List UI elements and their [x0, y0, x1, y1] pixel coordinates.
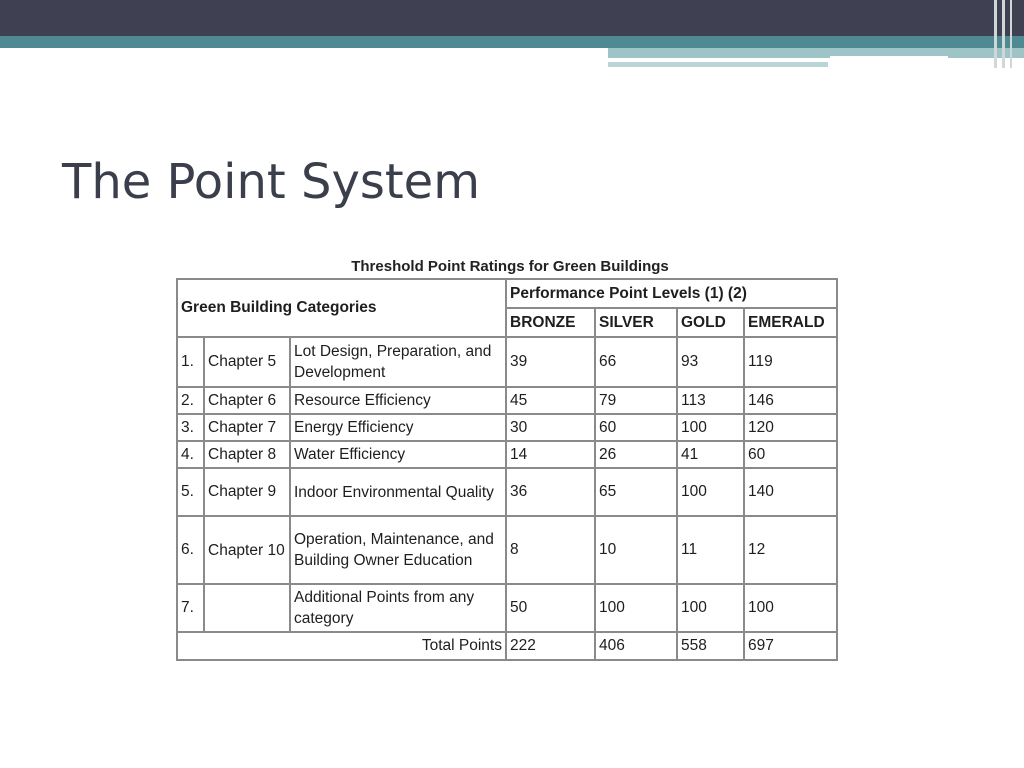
- row-category-name: Indoor Environmental Quality: [290, 468, 506, 516]
- row-bronze-value: 36: [506, 468, 595, 516]
- slide-title: The Point System: [62, 154, 480, 210]
- header-band-light-thin: [608, 62, 828, 67]
- row-emerald-value: 60: [744, 441, 837, 468]
- row-emerald-value: 146: [744, 387, 837, 414]
- row-category-name: Water Efficiency: [290, 441, 506, 468]
- header-accent-line: [830, 56, 948, 58]
- row-silver-value: 79: [595, 387, 677, 414]
- table-caption: Threshold Point Ratings for Green Buildings: [351, 258, 669, 275]
- row-chapter: Chapter 7: [204, 414, 290, 441]
- category-header: Green Building Categories: [177, 279, 506, 337]
- row-emerald-value: 119: [744, 337, 837, 387]
- row-number: 3.: [177, 414, 204, 441]
- row-category-name: Resource Efficiency: [290, 387, 506, 414]
- row-bronze-value: 39: [506, 337, 595, 387]
- row-bronze-value: 14: [506, 441, 595, 468]
- table-row: [177, 441, 837, 468]
- row-number: 4.: [177, 441, 204, 468]
- row-chapter: Chapter 10: [204, 516, 290, 584]
- point-ratings-table-container: [176, 256, 838, 661]
- table-row: [177, 516, 837, 584]
- total-row: [177, 632, 837, 660]
- total-gold-value: 558: [677, 632, 744, 660]
- row-bronze-value: 50: [506, 584, 595, 632]
- header-vertical-line: [1002, 0, 1005, 68]
- level-header-gold: GOLD: [677, 308, 744, 337]
- total-emerald-value: 697: [744, 632, 837, 660]
- header-vertical-line: [994, 0, 997, 68]
- row-gold-value: 113: [677, 387, 744, 414]
- row-bronze-value: 30: [506, 414, 595, 441]
- row-category-name: Energy Efficiency: [290, 414, 506, 441]
- row-number: 2.: [177, 387, 204, 414]
- row-number: 7.: [177, 584, 204, 632]
- table-row: [177, 414, 837, 441]
- table-row: [177, 387, 837, 414]
- row-emerald-value: 100: [744, 584, 837, 632]
- total-label: Total Points: [177, 632, 506, 660]
- row-category-name: Lot Design, Preparation, and Development: [290, 337, 506, 387]
- total-silver-value: 406: [595, 632, 677, 660]
- row-silver-value: 60: [595, 414, 677, 441]
- table-row: [177, 468, 837, 516]
- point-ratings-table: [176, 278, 838, 661]
- row-category-name: Operation, Maintenance, and Building Owner Education: [290, 516, 506, 584]
- row-gold-value: 11: [677, 516, 744, 584]
- table-row: [177, 337, 837, 387]
- level-header-emerald: EMERALD: [744, 308, 837, 337]
- header-band-dark: [0, 0, 1024, 36]
- levels-header: Performance Point Levels (1) (2): [506, 279, 837, 308]
- row-silver-value: 66: [595, 337, 677, 387]
- row-chapter: [204, 584, 290, 632]
- row-chapter: Chapter 8: [204, 441, 290, 468]
- header-band-teal: [0, 36, 1024, 48]
- row-gold-value: 100: [677, 414, 744, 441]
- row-category-name: Additional Points from any category: [290, 584, 506, 632]
- row-emerald-value: 140: [744, 468, 837, 516]
- row-gold-value: 41: [677, 441, 744, 468]
- table-header-row: [177, 279, 837, 308]
- row-number: 5.: [177, 468, 204, 516]
- row-chapter: Chapter 9: [204, 468, 290, 516]
- row-silver-value: 100: [595, 584, 677, 632]
- table-row: [177, 584, 837, 632]
- level-header-silver: SILVER: [595, 308, 677, 337]
- row-number: 6.: [177, 516, 204, 584]
- row-bronze-value: 8: [506, 516, 595, 584]
- row-chapter: Chapter 5: [204, 337, 290, 387]
- row-gold-value: 100: [677, 468, 744, 516]
- row-gold-value: 93: [677, 337, 744, 387]
- row-bronze-value: 45: [506, 387, 595, 414]
- row-number: 1.: [177, 337, 204, 387]
- header-vertical-line: [1010, 0, 1012, 68]
- row-emerald-value: 12: [744, 516, 837, 584]
- row-emerald-value: 120: [744, 414, 837, 441]
- row-chapter: Chapter 6: [204, 387, 290, 414]
- row-silver-value: 65: [595, 468, 677, 516]
- row-gold-value: 100: [677, 584, 744, 632]
- total-bronze-value: 222: [506, 632, 595, 660]
- row-silver-value: 26: [595, 441, 677, 468]
- header-band-light: [608, 48, 1024, 58]
- level-header-bronze: BRONZE: [506, 308, 595, 337]
- row-silver-value: 10: [595, 516, 677, 584]
